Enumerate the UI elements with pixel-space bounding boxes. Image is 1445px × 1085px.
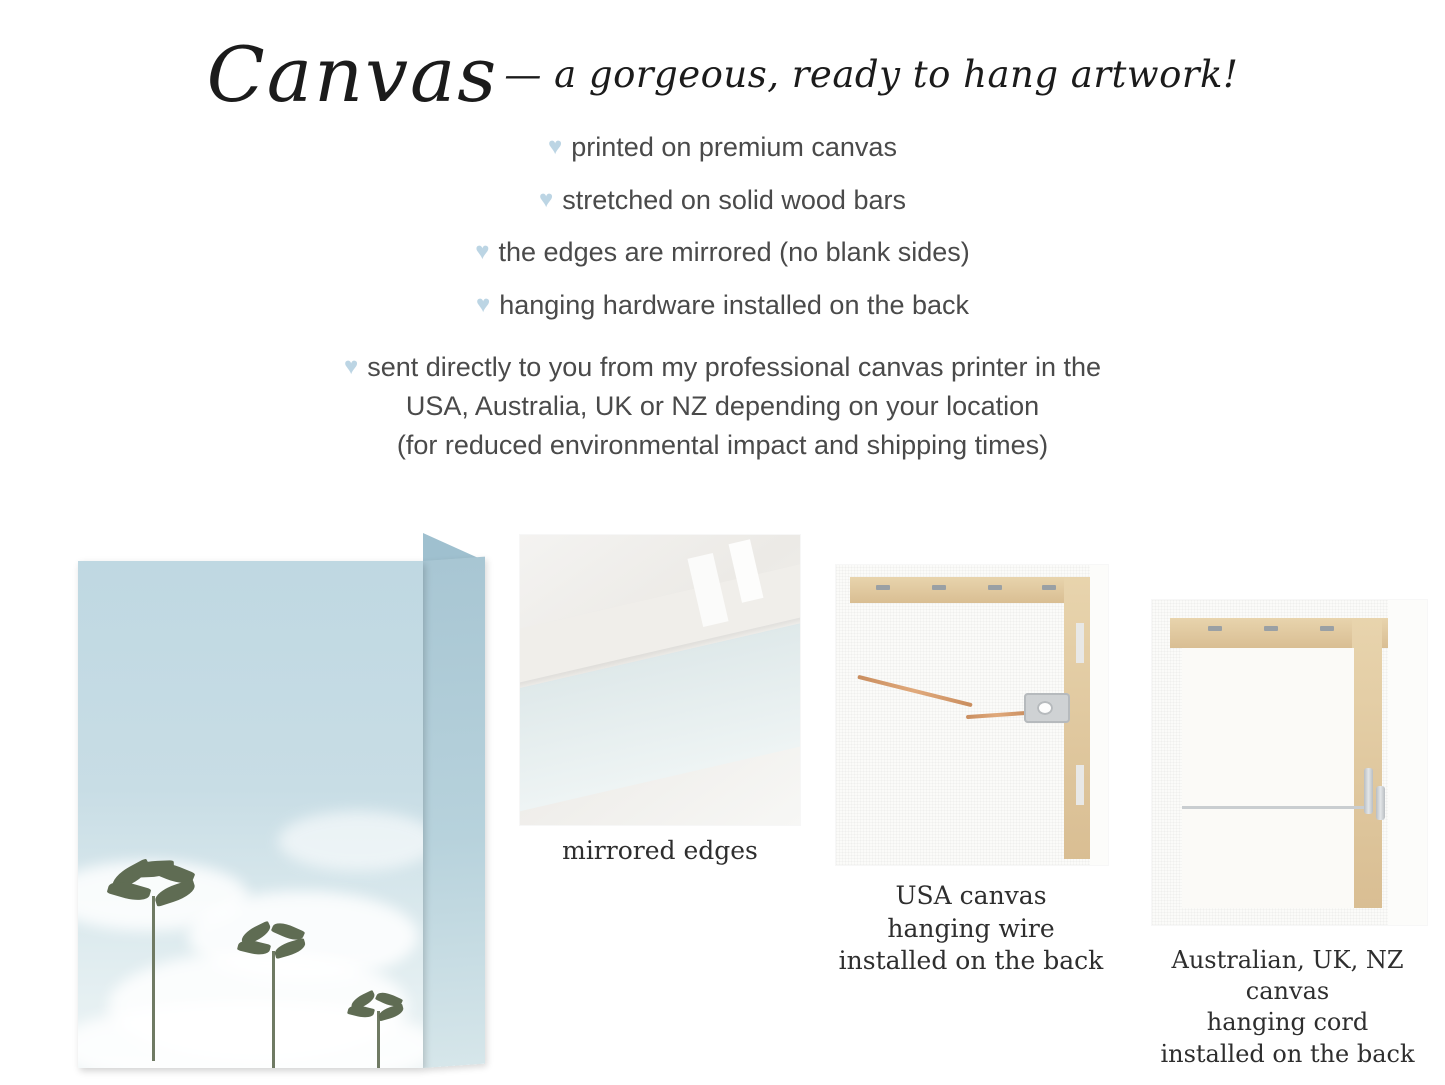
heart-icon: ♥ (539, 185, 554, 213)
product-photo-gallery (0, 525, 1445, 1085)
palm-tree-icon (108, 861, 198, 1061)
caption-line-1: USA canvas (895, 881, 1047, 910)
hanging-hook (1376, 786, 1385, 820)
detail-photo-mirrored-edges (520, 535, 800, 825)
caption-line-4: installed on the back (1160, 1039, 1415, 1068)
list-item (0, 130, 1445, 166)
caption-line-2: hanging wire (887, 913, 1055, 943)
list-item (0, 183, 1445, 219)
detail-photo-usa-hanging-wire (836, 565, 1108, 865)
title-script-word: Canvas (206, 30, 499, 119)
caption-usa-canvas (806, 880, 1136, 978)
palm-tree-icon (238, 921, 308, 1068)
list-item-label: the edges are mirrored (no blank sides) (498, 237, 970, 268)
list-item (0, 288, 1445, 324)
heart-icon: ♥ (548, 133, 563, 160)
title-subtitle: — a gorgeous, ready to hang artwork! (504, 53, 1239, 96)
page-title (0, 30, 1445, 119)
caption-au-canvas (1130, 945, 1445, 1070)
list-item-label: stretched on solid wood bars (562, 184, 906, 215)
caption-line-2: canvas (1245, 977, 1330, 1006)
list-item-label: hanging hardware installed on the back (499, 289, 970, 320)
canvas-product-mockup (78, 533, 490, 1068)
list-item (0, 235, 1445, 271)
canvas-edge-side (423, 557, 485, 1068)
caption-mirrored-edges: mirrored edges (562, 836, 758, 865)
hanging-cord (1182, 806, 1364, 809)
heart-icon: ♥ (475, 238, 490, 266)
list-item-line-2: USA, Australia, UK or NZ depending on your location (405, 390, 1040, 421)
d-ring-hardware (1024, 693, 1070, 723)
list-item-line-1 (0, 348, 1445, 387)
caption-line-1: Australian, UK, NZ (1171, 946, 1404, 974)
list-item (0, 348, 1445, 465)
caption-line-3: installed on the back (838, 946, 1104, 975)
detail-photo-au-hanging-cord (1152, 600, 1427, 925)
palm-tree-icon (348, 991, 408, 1068)
list-item-label: sent directly to you from my professional canvas printer in the (367, 351, 1102, 382)
feature-list (0, 130, 1445, 482)
list-item-label: printed on premium canvas (571, 132, 897, 162)
heart-icon: ♥ (475, 290, 491, 318)
caption-line-3: hanging cord (1206, 1008, 1369, 1037)
hanging-hook (1364, 768, 1373, 814)
canvas-front-face (78, 561, 423, 1068)
heart-icon: ♥ (343, 352, 359, 380)
list-item-line-3: (for reduced environmental impact and shipping times) (396, 429, 1049, 460)
